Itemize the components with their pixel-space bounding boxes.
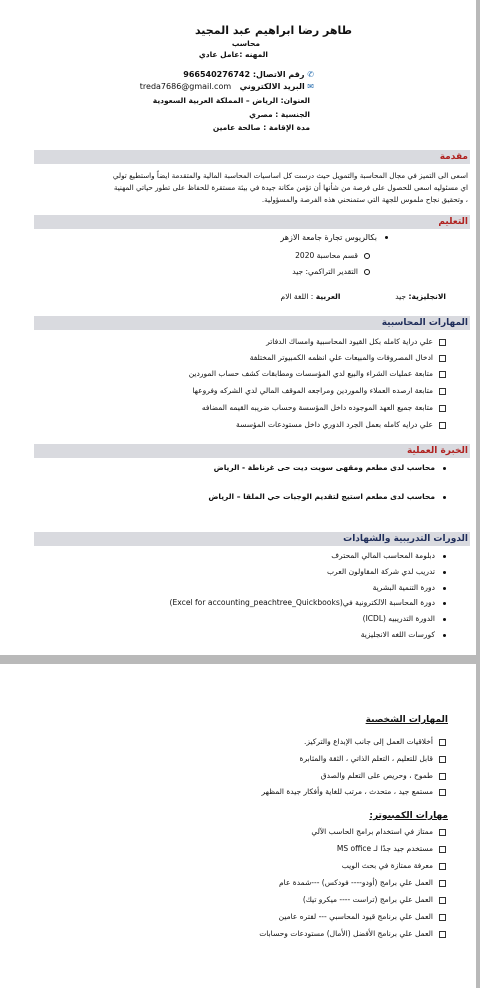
degree-text: بكالريوس تجارة جامعة الازهر [280, 233, 377, 242]
circle-bullet-icon [364, 253, 370, 259]
circle-bullet-icon [364, 269, 370, 275]
personal-skill-text: مستمع جيد ، متحدث ، مرتب للغاية وأفكار جيدة المظهر [261, 787, 433, 796]
computer-skill-text: العمل علي برنامج الأفضل (الأمال) مستودعات وحسابات [259, 929, 433, 938]
languages-row [281, 292, 446, 302]
computer-skill-text: مستخدم جيد جدًا لـ MS office [336, 844, 433, 853]
email-label: البريد الالكتروني [239, 82, 305, 91]
training-text: دورة المحاسبة الالكترونية في(Excel for accounting_peachtree_Quickbooks) [169, 598, 435, 607]
job-label: المهنه :عامل عادي [198, 50, 268, 59]
training-item [170, 598, 446, 608]
nationality: الجنسية : مصري [249, 110, 310, 119]
phone-row [183, 70, 314, 79]
personal-skill-text: أخلاقيات العمل إلى جانب الإبداع والتركيز. [304, 737, 433, 746]
experience-item [214, 463, 446, 473]
personal-skill-text: طموح ، وحريص على التعلم والصدق [320, 771, 433, 780]
checkbox-icon [439, 829, 446, 836]
training-text: الدورة التدريبيه (ICDL) [362, 614, 435, 623]
education-detail-text: التقدير التراكمي: جيد [292, 267, 358, 276]
bullet-icon [443, 618, 446, 621]
checkbox-icon [439, 773, 446, 780]
computer-skill-item [342, 861, 446, 871]
computer-skill-item [337, 844, 446, 854]
accounting-skill-text: متابعة جميع العهد الموجوده داخل المؤسسة وحساب ضريبه القيمه المضافه [201, 403, 433, 412]
accounting-skill-item [192, 386, 446, 396]
checkbox-icon [439, 897, 446, 904]
training-item [373, 583, 446, 593]
candidate-title: محاسب [231, 39, 260, 48]
email-address[interactable]: treda7686@gmail.com [139, 82, 232, 91]
intro-line: ، وتحقيق نجاح ملموس للجهة التي ستمنحني هذه الفرصة والمسؤولية. [261, 195, 468, 204]
checkbox-icon [439, 739, 446, 746]
bullet-icon [443, 467, 446, 470]
intro-line: اي مسئوليه اسعى للحصول على فرصة من شأنها أن تؤمن مكانة جيدة في بيئة مستقرة للحفاظ على تطور حياتي المهنية [113, 183, 468, 192]
education-detail [295, 251, 370, 261]
experience-text: محاسب لدى مطعم ومقهى سويت ديت حى غرناطة - الرياض [213, 463, 435, 472]
personal-skill-item [321, 771, 446, 781]
accounting-skill-text: متابعة عمليات الشراء والبيع لدي المؤسسات ومطابقات كشف حساب الموردين [188, 369, 433, 378]
candidate-name: طاهر رضا ابراهيم عبد المجيد [194, 24, 352, 37]
accounting-skill-text: متابعة ارصده العملاء والموردين ومراجعه الموقف المالي لدي الشركه وفروعها [192, 386, 433, 395]
training-item [363, 614, 446, 624]
personal-skill-item [262, 787, 447, 797]
section-accounting-skills [34, 316, 470, 330]
accounting-skill-text: ادخال المصروفات والمبيعات علي انظمه الكمبيوتر المختلفة [249, 353, 433, 362]
personal-skills-heading: المهارات الشخصية [365, 715, 448, 725]
section-education [34, 215, 470, 229]
checkbox-icon [439, 846, 446, 853]
checkbox-icon [439, 388, 446, 395]
education-detail-text: قسم محاسبة 2020 [295, 251, 358, 260]
email-row [140, 82, 314, 91]
checkbox-icon [439, 863, 446, 870]
training-text: كورسات اللغه الانجليزية [360, 630, 435, 639]
degree-item [280, 233, 388, 243]
computer-skill-text: العمل علي برامج (تراست ---- ميكرو تيك) [302, 895, 433, 904]
checkbox-icon [439, 371, 446, 378]
experience-item [208, 492, 446, 502]
computer-skills-heading: مهارات الكمبيوتر: [369, 811, 448, 821]
checkbox-icon [439, 422, 446, 429]
arabic-label: العربية [315, 292, 341, 301]
bullet-icon [443, 587, 446, 590]
personal-skill-item [304, 737, 446, 747]
arabic-value: : اللغة الام [280, 292, 314, 301]
accounting-skill-item [189, 369, 446, 379]
accounting-skill-item [202, 403, 446, 413]
checkbox-icon [439, 789, 446, 796]
accounting-skill-item [250, 353, 446, 363]
checkbox-icon [439, 931, 446, 938]
training-text: تدريب لدي شركة المقاولون العرب [327, 567, 435, 576]
accounting-skill-item [266, 337, 446, 347]
intro-line: اسعى الى التميز في مجال المحاسبة والتمويل حيث درست كل اساسيات المحاسبة المالية والمتقدمة ايضاً واستطيع تولي [112, 171, 468, 180]
intro-heading: مقدمة [439, 152, 468, 162]
computer-skill-item [279, 912, 446, 922]
computer-skill-text: ممتاز في استخدام برامج الحاسب الآلي [311, 827, 433, 836]
computer-skill-item [303, 895, 446, 905]
checkbox-icon [439, 339, 446, 346]
personal-skill-item [300, 754, 446, 764]
computer-skill-item [311, 827, 446, 837]
bullet-icon [443, 496, 446, 499]
training-item [361, 630, 446, 640]
checkbox-icon [439, 880, 446, 887]
section-training [34, 532, 470, 546]
checkbox-icon [439, 355, 446, 362]
training-text: دبلومة المحاسب المالي المحترف [331, 551, 435, 560]
training-heading: الدورات التدريبية والشهادات [343, 534, 468, 544]
bullet-icon [385, 236, 388, 239]
education-heading: التعليم [438, 217, 468, 227]
section-experience [34, 444, 470, 458]
accounting-skill-text: علي دراية كامله بكل القيود المحاسبية وامساك الدفاتر [266, 337, 433, 346]
accounting-skill-text: علي درايه كامله بعمل الجرد الدوري داخل مستودعات المؤسسة [236, 420, 433, 429]
accounting-skill-item [236, 420, 446, 430]
training-text: دورة التنمية البشرية [372, 583, 435, 592]
personal-skill-text: قابل للتعليم ، التعلم الذاتي ، الثقة والمثابرة [299, 754, 433, 763]
phone-icon: ✆ [307, 70, 314, 79]
residence: مدة الإقامة : صالحة عامين [212, 123, 310, 132]
phone-number: 966540276742 [183, 70, 251, 79]
bullet-icon [443, 634, 446, 637]
section-intro [34, 150, 470, 164]
bullet-icon [443, 602, 446, 605]
experience-heading: الخبرة العملية [406, 446, 468, 456]
checkbox-icon [439, 405, 446, 412]
computer-skill-item [279, 878, 446, 888]
bullet-icon [443, 571, 446, 574]
mail-icon: ✉ [307, 82, 314, 91]
computer-skill-text: العمل علي برامج (أودو---- فودكس) ---شمدة عام [279, 878, 433, 887]
resume-page-2 [0, 664, 476, 988]
accounting-skills-heading: المهارات المحاسبية [381, 318, 468, 328]
checkbox-icon [439, 914, 446, 921]
computer-skill-item [259, 929, 446, 939]
address: العنوان: الرياض – المملكة العربية السعودية [152, 96, 310, 105]
computer-skill-text: العمل علي برنامج قيود المحاسبي --- لفتره عامين [278, 912, 433, 921]
computer-skill-text: معرفة ممتازة في بحث الويب [341, 861, 433, 870]
phone-label: رقم الاتصال: [252, 70, 305, 79]
training-item [327, 567, 446, 577]
checkbox-icon [439, 756, 446, 763]
education-detail [292, 267, 370, 277]
english-value: جيد [395, 292, 407, 301]
bullet-icon [443, 555, 446, 558]
training-item [331, 551, 446, 561]
english-label: الانجليزية: [408, 292, 446, 301]
experience-text: محاسب لدى مطعم استيج لتقديم الوجبات حي الملقا – الرياض [208, 492, 435, 501]
